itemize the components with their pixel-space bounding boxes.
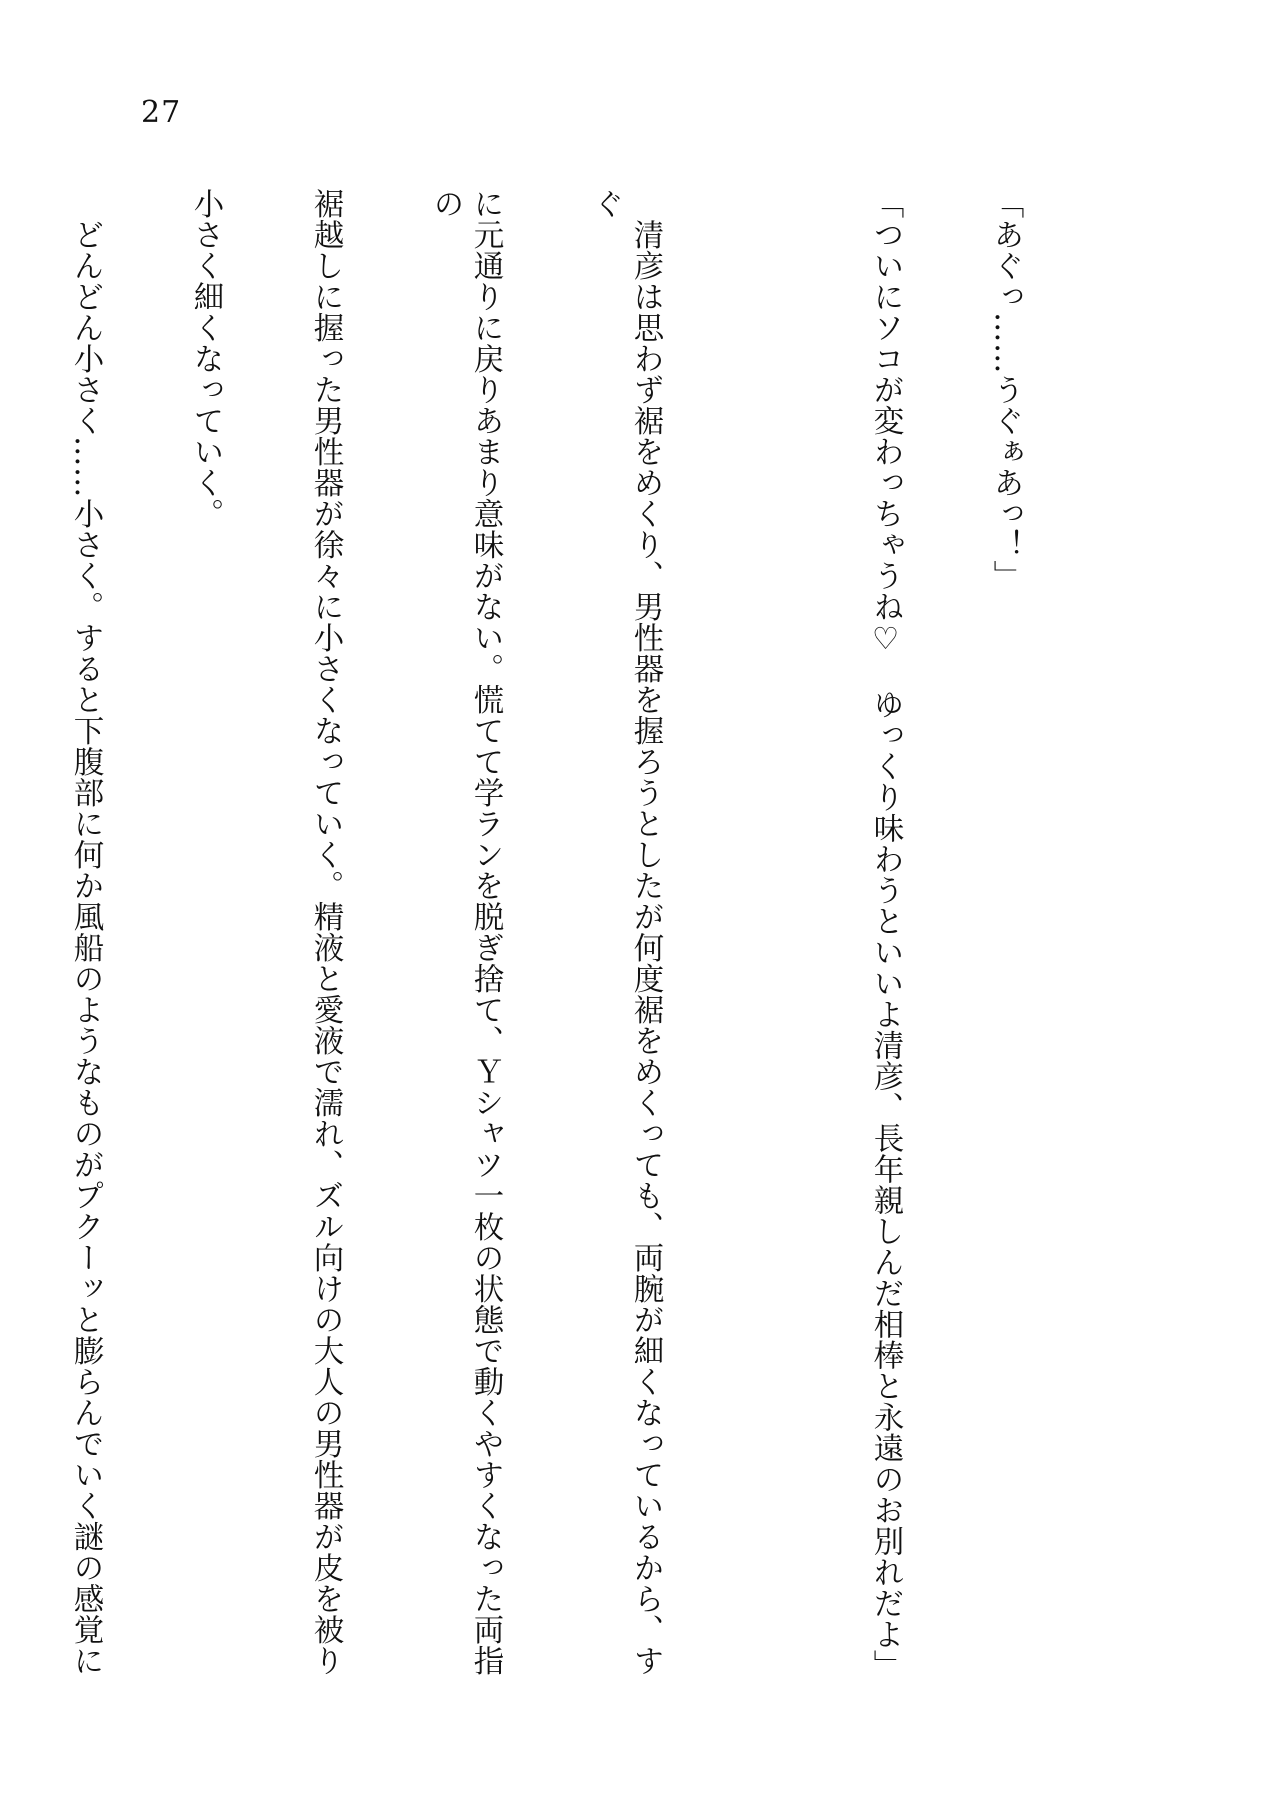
text-line: 小さく細くなっていく。 <box>188 188 223 529</box>
body-text <box>68 188 1105 1688</box>
text-line: 清彦は思わず裾をめくり、男性器を握ろうとしたが何度裾をめくっても、両腕が細くなっているから、すぐ <box>588 188 663 1676</box>
text-line: 「あぐっ……うぐぁあっ！」 <box>988 188 1023 591</box>
text-line <box>745 188 785 1688</box>
text-line: どんどん小さく……小さく。すると下腹部に何か風船のようなものがプクーッと膨らんでいく謎の感覚に <box>68 188 103 1676</box>
page-number: 27 <box>141 95 182 130</box>
text-line: に元通りに戻りあまり意味がない。慌てて学ランを脱ぎ捨て、Ｙシャツ一枚の状態で動くやすくなった両指の <box>428 188 503 1676</box>
text-line: 裾越しに握った男性器が徐々に小さくなっていく。精液と愛液で濡れ、ズル向けの大人の男性器が皮を被り <box>308 188 343 1676</box>
text-line: 「ついにソコが変わっちゃうね♡ ゆっくり味わうといいよ清彦、長年親しんだ相棒と永遠のお別れだよ」 <box>868 188 903 1681</box>
